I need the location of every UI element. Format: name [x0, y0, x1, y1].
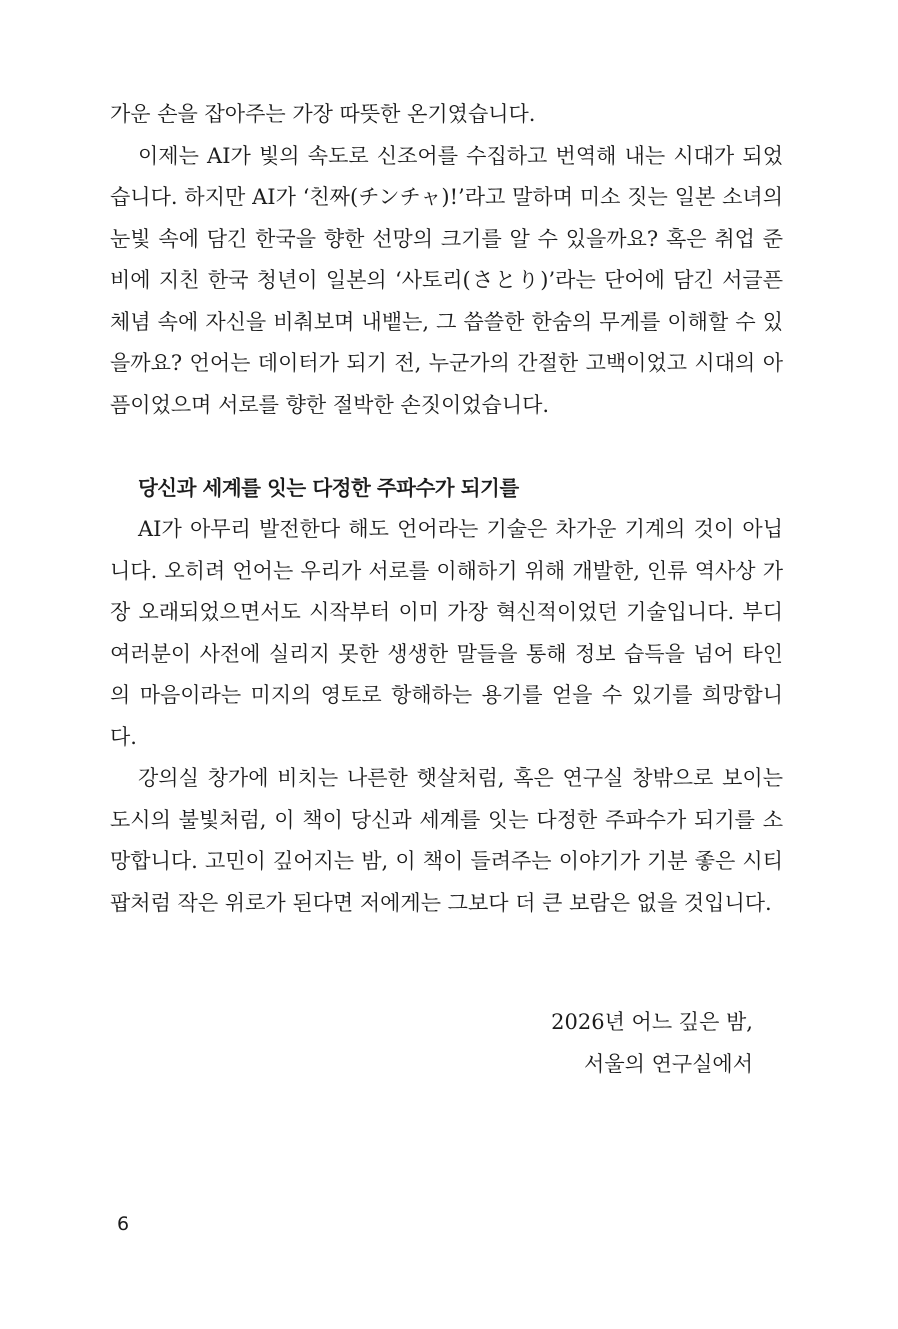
page-number: 6 — [117, 1213, 130, 1235]
signature-block — [551, 1002, 753, 1085]
paragraph-section-1: AI가 아무리 발전한다 해도 언어라는 기술은 차가운 기계의 것이 아닙니다. 오히려 언어는 우리가 서로를 이해하기 위해 개발한, 인류 역사상 가장 오래되었으면서도 시작부터 이미 가장 혁신적이었던 기술입니다. 부디 여러분이 사전에 실리지 못한 생생한 말들을 통해 정보 습득을 넘어 타인의 마음이라는 미지의 영토로 항해하는 용기를 얻을 수 있기를 희망합니다. — [110, 517, 783, 749]
section-heading: 당신과 세계를 잇는 다정한 주파수가 되기를 — [138, 475, 519, 500]
signature-place-line: 서울의 연구실에서 — [584, 1051, 753, 1076]
paragraph-section-2: 강의실 창가에 비치는 나른한 햇살처럼, 혹은 연구실 창밖으로 보이는 도시의 불빛처럼, 이 책이 당신과 세계를 잇는 다정한 주파수가 되기를 소망합니다. 고민이 깊어지는 밤, 이 책이 들려주는 이야기가 기분 좋은 시티팝처럼 작은 위로가 된다면 저에게는 그보다 더 큰 보람은 없을 것입니다. — [110, 766, 783, 915]
signature-date-line: 2026년 어느 깊은 밤, — [551, 1010, 753, 1034]
page-body — [110, 94, 783, 924]
paragraph-opening: 가운 손을 잡아주는 가장 따뜻한 온기였습니다. — [110, 102, 536, 126]
paragraph-ai-era: 이제는 AI가 빛의 속도로 신조어를 수집하고 번역해 내는 시대가 되었습니다. 하지만 AI가 ‘친짜(チンチャ)!’라고 말하며 미소 짓는 일본 소녀의 눈빛 속에 담긴 한국을 향한 선망의 크기를 알 수 있을까요? 혹은 취업 준비에 지친 한국 청년이 일본의 ‘사토리(さとり)’라는 단어에 담긴 서글픈 체념 속에 자신을 비춰보며 내뱉는, 그 씁쓸한 한숨의 무게를 이해할 수 있을까요? 언어는 데이터가 되기 전, 누군가의 간절한 고백이었고 시대의 아픔이었으며 서로를 향한 절박한 손짓이었습니다. — [110, 143, 783, 417]
